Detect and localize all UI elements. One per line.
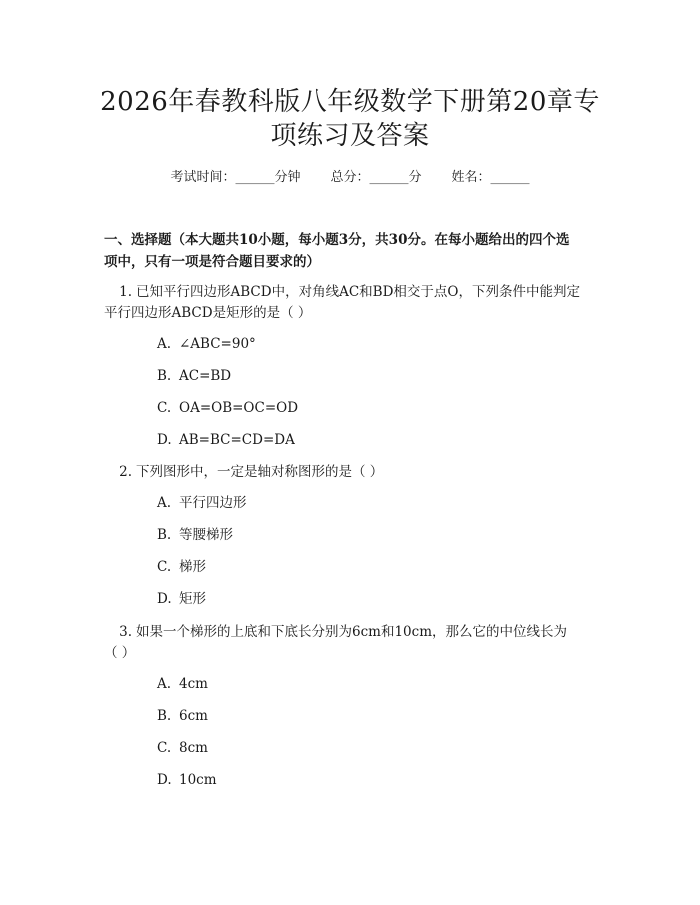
question-3-option-a: A. 4cm (157, 676, 208, 692)
question-3-option-d: D. 10cm (157, 772, 217, 788)
exam-total-score: 总分：______分 (330, 170, 422, 185)
exam-time: 考试时间：______分钟 (170, 170, 301, 185)
question-1-text: 已知平行四边形ABCD中，对角线AC和BD相交于点O，下列条件中能判定 (136, 284, 580, 300)
question-2-option-c: C. 梯形 (157, 559, 206, 575)
question-2-text: 下列图形中，一定是轴对称图形的是（ ） (136, 464, 384, 480)
section-heading-line-2: 项中，只有一项是符合题目要求的） (104, 254, 320, 270)
question-3-line-2: （ ） (104, 645, 136, 661)
question-3-option-b: B. 6cm (157, 708, 208, 724)
question-2-option-d: D. 矩形 (157, 591, 206, 607)
question-2-number: 2. (119, 464, 132, 480)
question-3-option-c: C. 8cm (157, 740, 208, 756)
question-3-number: 3. (119, 624, 132, 640)
question-1-number: 1. (119, 284, 132, 300)
question-1-option-b: B. AC=BD (157, 368, 232, 384)
question-3-text: 如果一个梯形的上底和下底长分别为6cm和10cm，那么它的中位线长为 (136, 624, 567, 640)
question-1-option-d: D. AB=BC=CD=DA (157, 432, 295, 448)
title-line-2: 项练习及答案 (270, 121, 430, 151)
question-2-option-b: B. 等腰梯形 (157, 527, 233, 543)
question-2-option-a: A. 平行四边形 (157, 495, 247, 511)
title-line-1: 2026年春教科版八年级数学下册第20章专 (100, 87, 600, 117)
question-1-line-2: 平行四边形ABCD是矩形的是（ ） (104, 305, 312, 321)
section-heading-line-1: 一、选择题（本大题共10小题，每小题3分，共30分。在每小题给出的四个选 (104, 232, 570, 248)
question-2-line-1 (104, 462, 604, 482)
student-name: 姓名：______ (451, 170, 530, 185)
question-1-option-a: A. ∠ABC=90° (157, 336, 256, 352)
question-1-option-c: C. OA=OB=OC=OD (157, 400, 299, 416)
exam-meta (0, 168, 700, 188)
question-3-line-1 (104, 622, 604, 642)
question-1-line-1 (104, 282, 604, 302)
